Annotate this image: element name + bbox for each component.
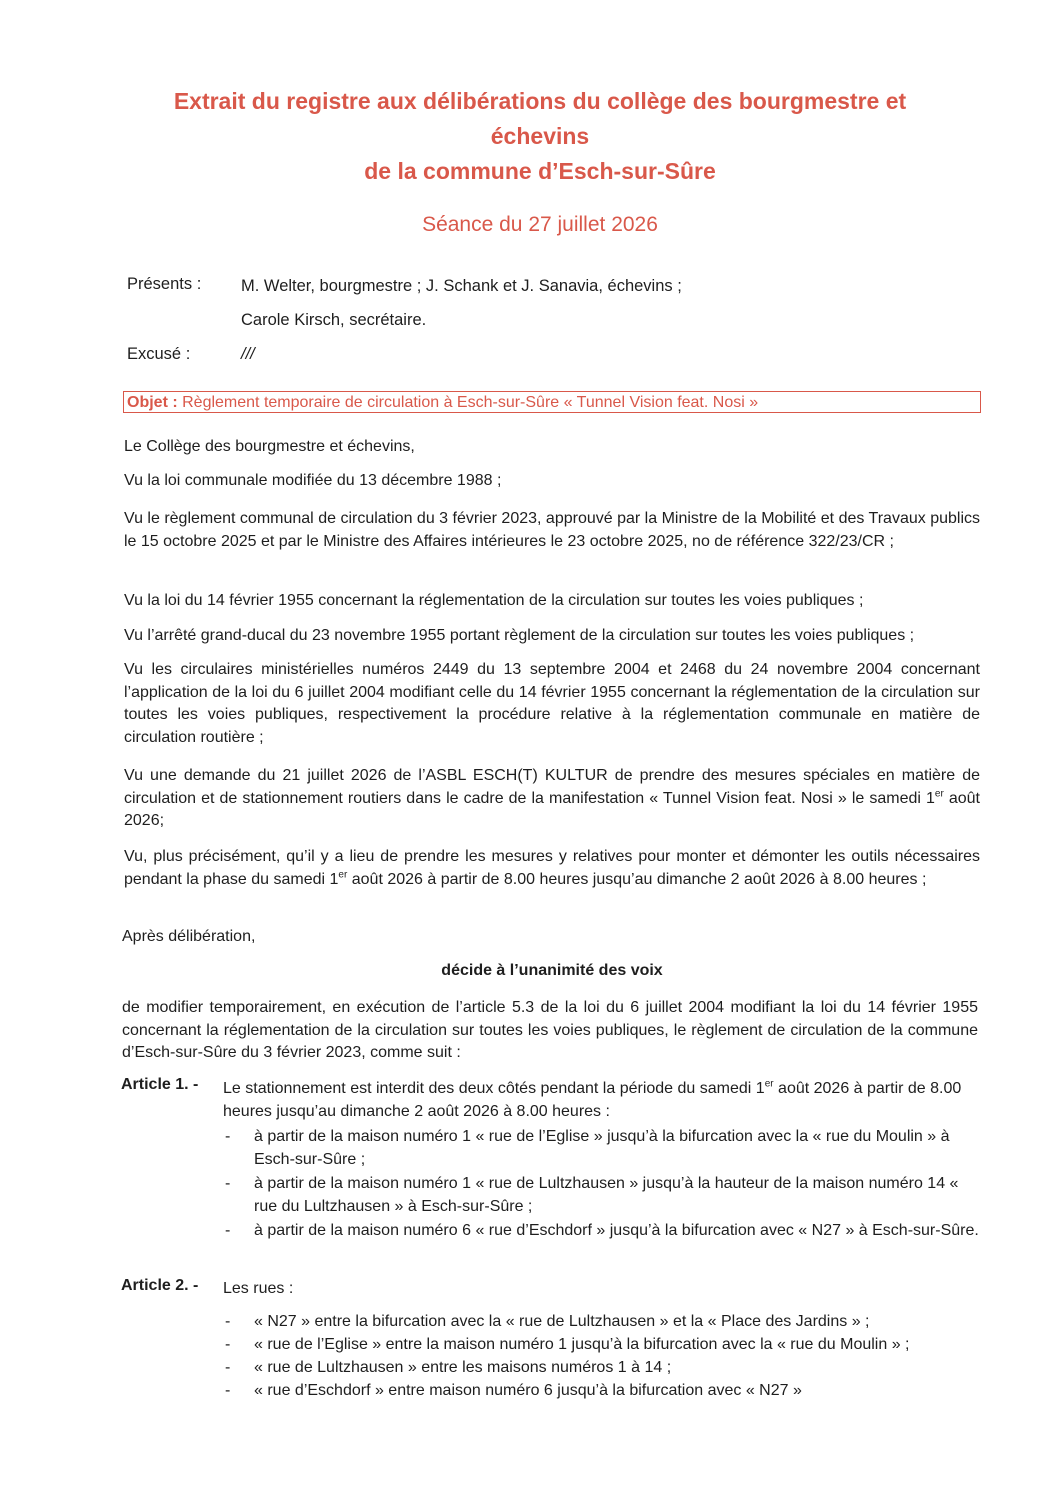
vu7-sup: er xyxy=(338,869,348,881)
vu6-sup: er xyxy=(934,788,944,800)
article-1-list xyxy=(223,1125,983,1242)
presents-label: Présents : xyxy=(127,275,202,293)
list-item: - à partir de la maison numéro 6 « rue d’Eschdorf » jusqu’à la bifurcation avec « N27 » à Esch-sur-Sûre. xyxy=(223,1219,983,1242)
vu-paragraph-5: Vu les circulaires ministérielles numéros 2449 du 13 septembre 2004 et 2468 du 24 novembre 2004 concernant l’application de la loi du 6 juillet 2004 modifiant celle du 14 février 1955 concernant la réglementation de la circulation sur toutes les voies publiques, respectivement la procédure relative à la réglementation communale en matière de circulation routière ; xyxy=(124,661,980,746)
list-item: - « rue de l’Eglise » entre la maison numéro 1 jusqu’à la bifurcation avec la « rue du Moulin » ; xyxy=(223,1333,983,1356)
modification-paragraph: de modifier temporairement, en exécution de l’article 5.3 de la loi du 6 juillet 2004 modifiant la loi du 14 février 1955 concernant la réglementation de la circulation sur toutes les voies publiques, le règlement de circulation de la commune d’Esch-sur-Sûre du 3 février 2023, comme suit : xyxy=(122,999,978,1061)
vu-paragraph-2: Vu le règlement communal de circulation du 3 février 2023, approuvé par la Ministre de la Mobilité et des Travaux publics le 15 octobre 2025 et par le Ministre des Affaires intérieures le 23 octobre 2025, no de référence 322/23/CR ; xyxy=(124,510,980,550)
article-2-label: Article 2. - xyxy=(121,1277,199,1294)
vu7-text-b: août 2026 à partir de 8.00 heures jusqu’au dimanche 2 août 2026 à 8.00 heures ; xyxy=(347,870,927,888)
secretary-value: Carole Kirsch, secrétaire. xyxy=(241,311,427,329)
vu-paragraph-1: Vu la loi communale modifiée du 13 décembre 1988 ; xyxy=(124,472,502,489)
excuse-value: /// xyxy=(241,345,255,363)
document-title xyxy=(130,84,950,189)
excuse-label: Excusé : xyxy=(127,345,191,363)
decision-heading: décide à l’unanimité des voix xyxy=(441,962,663,979)
apres-deliberation: Après délibération, xyxy=(122,928,256,945)
article-1-label: Article 1. - xyxy=(121,1076,199,1093)
art1-text-a: Le stationnement est interdit des deux côtés pendant la période du samedi 1 xyxy=(223,1080,765,1097)
vu-paragraph-3: Vu la loi du 14 février 1955 concernant la réglementation de la circulation sur toutes les voies publiques ; xyxy=(124,592,864,609)
article-2-text: Les rues : xyxy=(223,1280,294,1297)
vu-paragraph-6 xyxy=(124,765,980,833)
art1-text-b: août 2026 à partir de 8.00 heures jusqu’au dimanche 2 août 2026 à 8.00 heures : xyxy=(223,1080,962,1120)
title-line-1: Extrait du registre aux délibérations du collège des bourgmestre et xyxy=(173,88,907,114)
objet-text: Règlement temporaire de circulation à Esch-sur-Sûre « Tunnel Vision feat. Nosi » xyxy=(182,394,759,411)
art1-sup: er xyxy=(764,1078,774,1090)
list-item: - à partir de la maison numéro 1 « rue de Lultzhausen » jusqu’à la hauteur de la maison numéro 14 « rue du Lultzhausen » à Esch-sur-Sûre ; xyxy=(223,1172,983,1218)
vu6-text-b: août 2026; xyxy=(124,789,980,829)
vu-paragraph-7 xyxy=(124,846,980,891)
list-item: - à partir de la maison numéro 1 « rue de l’Eglise » jusqu’à la bifurcation avec la « rue du Moulin » à Esch-sur-Sûre ; xyxy=(223,1125,983,1171)
article-2-list xyxy=(223,1310,983,1402)
list-item: - « rue d’Eschdorf » entre maison numéro 6 jusqu’à la bifurcation avec « N27 » xyxy=(223,1379,983,1402)
vu-paragraph-4: Vu l’arrêté grand-ducal du 23 novembre 1955 portant règlement de la circulation sur toutes les voies publiques ; xyxy=(124,627,915,644)
title-line-2: échevins xyxy=(490,123,590,149)
session-date: Séance du 27 juillet 2026 xyxy=(422,213,658,236)
article-1-text xyxy=(223,1077,989,1123)
objet-box xyxy=(123,391,981,413)
title-line-3: de la commune d’Esch-sur-Sûre xyxy=(364,158,716,184)
objet-label: Objet : xyxy=(127,394,178,411)
list-item: - « N27 » entre la bifurcation avec la « rue de Lultzhausen » et la « Place des Jardins » ; xyxy=(223,1310,983,1333)
list-item: - « rue de Lultzhausen » entre les maisons numéros 1 à 14 ; xyxy=(223,1356,983,1379)
college-line: Le Collège des bourgmestre et échevins, xyxy=(124,438,415,455)
vu7-text-a: Vu, plus précisément, qu’il y a lieu de prendre les mesures y relatives pour monter et démonter les outils nécessaires pendant la phase du samedi 1 xyxy=(124,848,980,888)
presents-value: M. Welter, bourgmestre ; J. Schank et J. Sanavia, échevins ; xyxy=(241,277,682,295)
vu6-text-a: Vu une demande du 21 juillet 2026 de l’ASBL ESCH(T) KULTUR de prendre des mesures spéciales en matière de circulation et de stationnement routiers dans le cadre de la manifestation « Tunnel Vision feat. Nosi » le samedi 1 xyxy=(124,767,980,807)
